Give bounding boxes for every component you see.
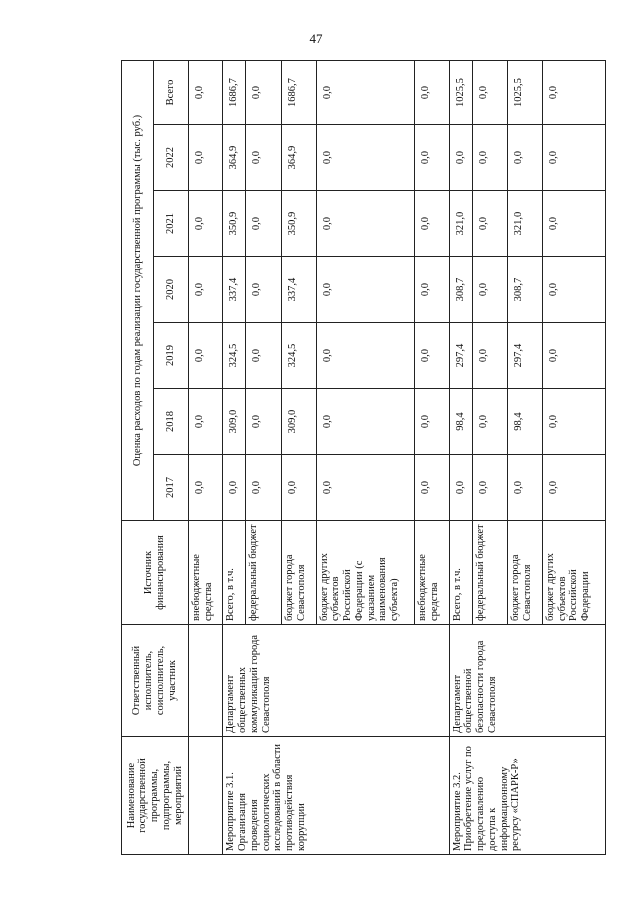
value-cell: 0,0 [472,455,508,521]
source-cell: бюджет других субъектов Российской Федерации (с указанием наименования субъекта) [316,521,415,625]
value-cell: 0,0 [415,60,450,124]
value-cell: 324,5 [282,323,317,389]
value-cell: 297,4 [508,323,543,389]
source-cell: бюджет других субъектов Российской Федерации [542,521,605,625]
header-name: Наименование государственной программы, подпрограммы, мероприятий [122,737,189,855]
value-cell: 98,4 [449,389,472,455]
value-cell: 0,0 [188,191,223,257]
value-cell: 309,0 [223,389,246,455]
value-cell: 0,0 [316,191,415,257]
empty-cell [188,625,223,737]
value-cell: 0,0 [246,389,282,455]
source-cell: Всего, в т.ч. [449,521,472,625]
value-cell: 0,0 [472,323,508,389]
value-cell: 0,0 [542,191,605,257]
value-cell: 364,9 [282,125,317,191]
value-cell: 309,0 [282,389,317,455]
table-row [449,60,472,854]
empty-cell [188,737,223,855]
measure-executor: Департамент общественной безопасности города Севастополя [449,625,605,737]
value-cell: 1686,7 [223,60,246,124]
value-cell: 308,7 [449,257,472,323]
header-year: 2020 [154,257,189,323]
value-cell: 0,0 [246,455,282,521]
value-cell: 0,0 [188,389,223,455]
value-cell: 324,5 [223,323,246,389]
header-year: 2019 [154,323,189,389]
value-cell: 98,4 [508,389,543,455]
header-year: 2021 [154,191,189,257]
value-cell: 364,9 [223,125,246,191]
value-cell: 0,0 [542,323,605,389]
value-cell: 0,0 [449,455,472,521]
value-cell: 0,0 [542,455,605,521]
value-cell: 0,0 [246,125,282,191]
value-cell: 0,0 [188,455,223,521]
value-cell: 297,4 [449,323,472,389]
value-cell: 0,0 [542,389,605,455]
source-cell: федеральный бюджет [472,521,508,625]
source-cell: федеральный бюджет [246,521,282,625]
measure-name: Мероприятие 3.1. Организация проведения социологических исследований в области противодействия коррупции [223,737,449,855]
value-cell: 0,0 [223,455,246,521]
value-cell: 0,0 [246,323,282,389]
value-cell: 0,0 [316,257,415,323]
value-cell: 0,0 [316,60,415,124]
value-cell: 0,0 [316,389,415,455]
value-cell: 321,0 [508,191,543,257]
header-estimate: Оценка расходов по годам реализации государственной программы (тыс. руб.) [122,60,154,520]
value-cell: 0,0 [415,455,450,521]
value-cell: 0,0 [316,125,415,191]
value-cell: 0,0 [188,60,223,124]
value-cell: 0,0 [415,257,450,323]
value-cell: 0,0 [449,125,472,191]
value-cell: 0,0 [508,455,543,521]
value-cell: 308,7 [508,257,543,323]
value-cell: 0,0 [472,60,508,124]
value-cell: 337,4 [223,257,246,323]
source-cell: бюджет города Севастополя [508,521,543,625]
page-number: 47 [309,31,323,46]
header-year: 2018 [154,389,189,455]
measure-name: Мероприятие 3.2. Приобретение услуг по предоставлению доступа к информационному ресурсу «СПАРК-Р» [449,737,605,855]
value-cell: 0,0 [472,191,508,257]
value-cell: 0,0 [415,389,450,455]
source-cell: бюджет города Севастополя [282,521,317,625]
value-cell: 0,0 [542,125,605,191]
value-cell: 0,0 [316,455,415,521]
value-cell: 350,9 [282,191,317,257]
value-cell: 1025,5 [508,60,543,124]
header-total: Всего [154,60,189,124]
measure-executor: Департамент общественных коммуникаций города Севастополя [223,625,449,737]
header-executor: Ответственный исполнитель, соисполнитель, участник [122,625,189,737]
value-cell: 0,0 [542,60,605,124]
value-cell: 0,0 [188,323,223,389]
value-cell: 321,0 [449,191,472,257]
value-cell: 0,0 [246,257,282,323]
value-cell: 0,0 [472,125,508,191]
value-cell: 337,4 [282,257,317,323]
table-row [223,60,246,854]
value-cell: 0,0 [508,125,543,191]
rotated-table-container [121,61,606,855]
value-cell: 1025,5 [449,60,472,124]
source-cell: внебюджетные средства [415,521,450,625]
value-cell: 0,0 [188,257,223,323]
source-cell: Всего, в т.ч. [223,521,246,625]
value-cell: 0,0 [415,191,450,257]
value-cell: 0,0 [472,389,508,455]
value-cell: 0,0 [246,60,282,124]
header-source: Источник финансирования [122,521,189,625]
header-year: 2022 [154,125,189,191]
value-cell: 350,9 [223,191,246,257]
value-cell: 1686,7 [282,60,317,124]
value-cell: 0,0 [472,257,508,323]
value-cell: 0,0 [542,257,605,323]
expenditure-table [121,60,606,855]
value-cell: 0,0 [415,323,450,389]
table-row [188,60,223,854]
value-cell: 0,0 [282,455,317,521]
value-cell: 0,0 [415,125,450,191]
value-cell: 0,0 [246,191,282,257]
header-year: 2017 [154,455,189,521]
value-cell: 0,0 [188,125,223,191]
value-cell: 0,0 [316,323,415,389]
source-cell: внебюджетные средства [188,521,223,625]
